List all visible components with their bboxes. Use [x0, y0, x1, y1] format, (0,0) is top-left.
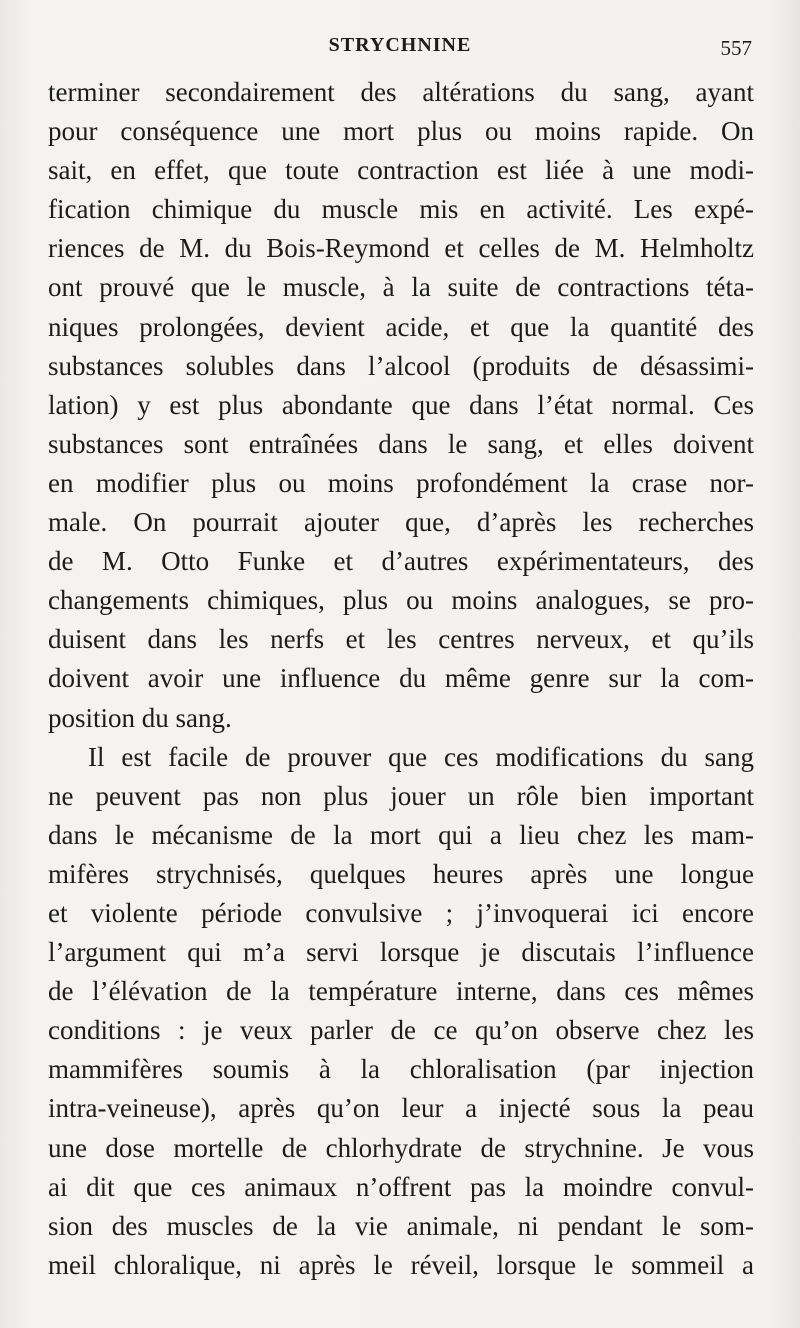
text-line: et violente période convulsive ; j’invoquerai ici encore: [48, 897, 754, 928]
text-line: male. On pourrait ajouter que, d’après les recherches: [48, 507, 754, 538]
text-line: lation) y est plus abondante que dans l’état normal. Ces: [48, 389, 754, 420]
text-line: riences de M. du Bois-Reymond et celles de M. Helmholtz: [48, 233, 754, 264]
text-line: de l’élévation de la température interne, dans ces mêmes: [48, 976, 754, 1007]
text-line: de M. Otto Funke et d’autres expérimentateurs, des: [48, 546, 754, 577]
text-line: Il est facile de prouver que ces modifications du sang: [88, 741, 754, 772]
text-line: conditions : je veux parler de ce qu’on observe chez les: [48, 1015, 754, 1046]
running-header: [0, 30, 800, 60]
text-line: une dose mortelle de chlorhydrate de strychnine. Je vous: [48, 1132, 754, 1163]
text-line: duisent dans les nerfs et les centres nerveux, et qu’ils: [48, 624, 754, 655]
running-title: STRYCHNINE: [328, 34, 472, 56]
text-line: sion des muscles de la vie animale, ni pendant le som-: [48, 1210, 754, 1241]
text-line: meil chloralique, ni après le réveil, lorsque le sommeil a: [48, 1249, 754, 1280]
text-line: ont prouvé que le muscle, à la suite de contractions téta-: [48, 272, 754, 303]
text-line: substances solubles dans l’alcool (produits de désassimi-: [48, 350, 754, 381]
text-line: ai dit que ces animaux n’offrent pas la moindre convul-: [48, 1171, 754, 1202]
text-line: dans le mécanisme de la mort qui a lieu chez les mam-: [48, 819, 754, 850]
text-line: en modifier plus ou moins profondément la crase nor-: [48, 467, 754, 498]
text-line: changements chimiques, plus ou moins analogues, se pro-: [48, 585, 754, 616]
text-line: doivent avoir une influence du même genre sur la com-: [48, 663, 754, 694]
text-line: mifères strychnisés, quelques heures après une longue: [48, 858, 754, 889]
text-line: substances sont entraînées dans le sang, et elles doivent: [48, 428, 754, 459]
text-line: intra-veineuse), après qu’on leur a injecté sous la peau: [48, 1093, 754, 1124]
text-line: pour conséquence une mort plus ou moins rapide. On: [48, 116, 754, 147]
text-line: sait, en effet, que toute contraction est liée à une modi-: [48, 155, 754, 186]
text-line: mammifères soumis à la chloralisation (par injection: [48, 1054, 754, 1085]
text-line: fication chimique du muscle mis en activité. Les expé-: [48, 194, 754, 225]
text-line: niques prolongées, devient acide, et que la quantité des: [48, 311, 754, 342]
text-line: l’argument qui m’a servi lorsque je discutais l’influence: [48, 937, 754, 968]
text-line: ne peuvent pas non plus jouer un rôle bien important: [48, 780, 754, 811]
text-line: terminer secondairement des altérations du sang, ayant: [48, 77, 754, 107]
paragraph: [48, 73, 754, 738]
page-number: 557: [720, 36, 752, 60]
text-line: position du sang.: [48, 702, 232, 733]
paragraph: [48, 738, 754, 1285]
body-text: [48, 73, 754, 1285]
